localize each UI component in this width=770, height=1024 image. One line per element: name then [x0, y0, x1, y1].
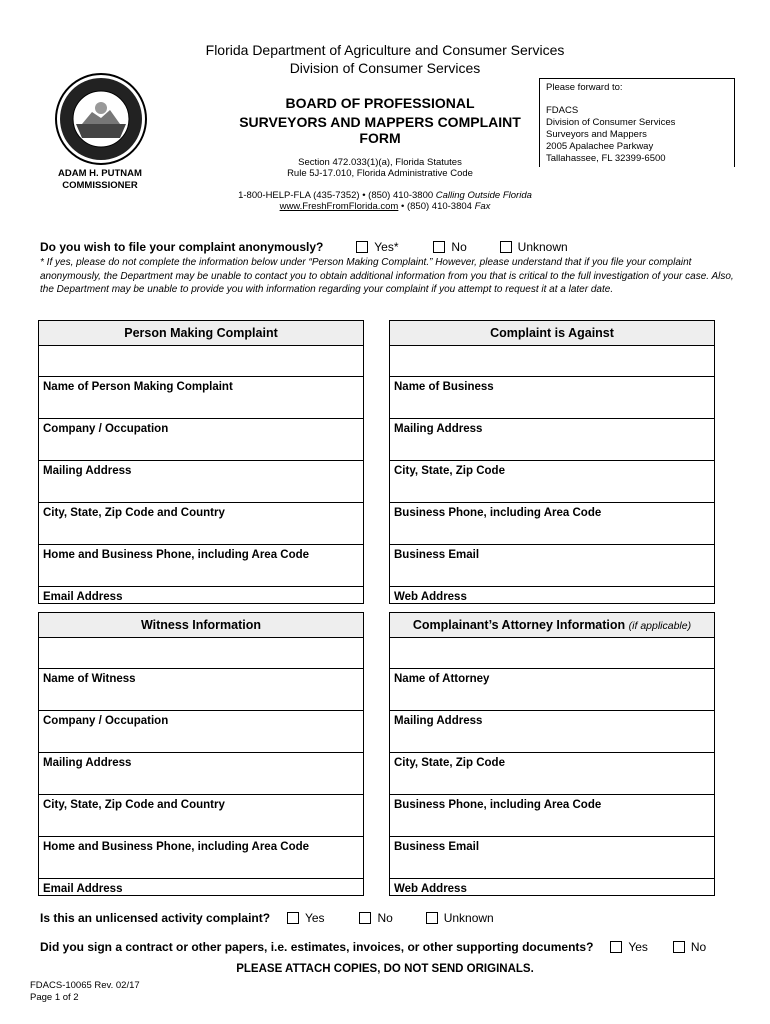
unlicensed-question: Is this an unlicensed activity complaint?	[40, 911, 271, 925]
anonymous-no-checkbox[interactable]	[433, 241, 445, 253]
business-email-field[interactable]: Business Email	[390, 545, 714, 587]
unlicensed-unknown-checkbox[interactable]	[426, 912, 438, 924]
statute-reference: Section 472.033(1)(a), Florida Statutes	[298, 157, 462, 168]
person-name-field[interactable]: Name of Person Making Complaint	[39, 377, 363, 419]
commissioner-name: ADAM H. PUTNAM	[58, 168, 142, 179]
forward-address: FDACS Division of Consumer Services Surveyors and Mappers 2005 Apalachee Parkway Tallahassee, FL 32399-6500	[546, 105, 676, 164]
section-heading: Complaint is Against	[390, 321, 714, 346]
anonymous-question: Do you wish to file your complaint anonymously?	[40, 240, 324, 254]
contract-yes-checkbox[interactable]	[610, 941, 622, 953]
attorney-city-field[interactable]: City, State, Zip Code	[390, 753, 714, 795]
unlicensed-no-checkbox[interactable]	[359, 912, 371, 924]
complaint-against-section	[389, 320, 715, 604]
section-heading: Person Making Complaint	[39, 321, 363, 346]
business-web-field[interactable]: Web Address	[394, 591, 467, 603]
page-number: Page 1 of 2	[30, 992, 79, 1003]
anonymous-unknown-checkbox[interactable]	[500, 241, 512, 253]
contract-question: Did you sign a contract or other papers, i.e. estimates, invoices, or other supporting documents?	[40, 940, 594, 954]
witness-email-field[interactable]: Email Address	[43, 883, 123, 895]
person-mailing-field[interactable]: Mailing Address	[39, 461, 363, 503]
anonymous-note: * If yes, please do not complete the information below under “Person Making Complaint.” However, please understand that if you file your complaint anonymously, the Department may be unable to contact you to obtain additional information from you that is critical to the full investigation of your case. Also, the Department may be unable to provide you with information regarding your complaint if you attempt to request it at a later date.	[40, 257, 734, 295]
person-company-field[interactable]: Company / Occupation	[39, 419, 363, 461]
business-phone-field[interactable]: Business Phone, including Area Code	[390, 503, 714, 545]
witness-information-section	[38, 612, 364, 896]
department-seal-icon	[54, 72, 148, 166]
business-city-field[interactable]: City, State, Zip Code	[390, 461, 714, 503]
witness-phone-field[interactable]: Home and Business Phone, including Area Code	[39, 837, 363, 879]
business-mailing-field[interactable]: Mailing Address	[390, 419, 714, 461]
person-city-field[interactable]: City, State, Zip Code and Country	[39, 503, 363, 545]
witness-name-field[interactable]: Name of Witness	[39, 669, 363, 711]
rule-reference: Rule 5J-17.010, Florida Administrative Code	[287, 168, 473, 179]
attorney-name-field[interactable]: Name of Attorney	[390, 669, 714, 711]
witness-city-field[interactable]: City, State, Zip Code and Country	[39, 795, 363, 837]
attorney-email-field[interactable]: Business Email	[390, 837, 714, 879]
unlicensed-question-row: Is this an unlicensed activity complaint? Yes No Unknown	[40, 911, 494, 925]
attach-copies-note: PLEASE ATTACH COPIES, DO NOT SEND ORIGINALS.	[236, 963, 534, 975]
attorney-information-section	[389, 612, 715, 896]
witness-mailing-field[interactable]: Mailing Address	[39, 753, 363, 795]
business-name-field[interactable]: Name of Business	[390, 377, 714, 419]
section-heading: Witness Information	[39, 613, 363, 638]
name-input[interactable]	[39, 346, 363, 377]
witness-company-field[interactable]: Company / Occupation	[39, 711, 363, 753]
attorney-web-field[interactable]: Web Address	[394, 883, 467, 895]
division-name: Division of Consumer Services	[289, 60, 481, 76]
witness-input[interactable]	[39, 638, 363, 669]
person-phone-field[interactable]: Home and Business Phone, including Area Code	[39, 545, 363, 587]
phone-line: 1-800-HELP-FLA (435-7352) • (850) 410-3800 Calling Outside Florida	[238, 190, 532, 201]
contract-question-row: Did you sign a contract or other papers, i.e. estimates, invoices, or other supporting documents? Yes No	[40, 940, 707, 954]
anonymous-question-row: Do you wish to file your complaint anonymously? Yes* No Unknown	[40, 240, 568, 254]
forward-to-box	[539, 78, 735, 167]
person-email-field[interactable]: Email Address	[43, 591, 123, 603]
unlicensed-yes-checkbox[interactable]	[287, 912, 299, 924]
form-title-line3: FORM	[359, 130, 401, 146]
commissioner-title: COMMISSIONER	[62, 180, 138, 191]
website-link[interactable]: www.FreshFromFlorida.com	[279, 201, 399, 212]
business-input[interactable]	[390, 346, 714, 377]
attorney-mailing-field[interactable]: Mailing Address	[390, 711, 714, 753]
anonymous-yes-checkbox[interactable]	[356, 241, 368, 253]
attorney-phone-field[interactable]: Business Phone, including Area Code	[390, 795, 714, 837]
web-fax-line: www.FreshFromFlorida.com • (850) 410-3804 Fax	[279, 201, 491, 212]
form-title-line1: BOARD OF PROFESSIONAL	[285, 95, 475, 111]
attorney-input[interactable]	[390, 638, 714, 669]
section-heading: Complainant’s Attorney Information (if applicable)	[390, 613, 714, 638]
forward-label: Please forward to:	[546, 82, 623, 93]
contract-no-checkbox[interactable]	[673, 941, 685, 953]
department-name: Florida Department of Agriculture and Consumer Services	[205, 42, 565, 58]
form-title-line2: SURVEYORS AND MAPPERS COMPLAINT	[239, 114, 521, 130]
person-making-complaint-section	[38, 320, 364, 604]
form-id: FDACS-10065 Rev. 02/17	[30, 980, 140, 991]
